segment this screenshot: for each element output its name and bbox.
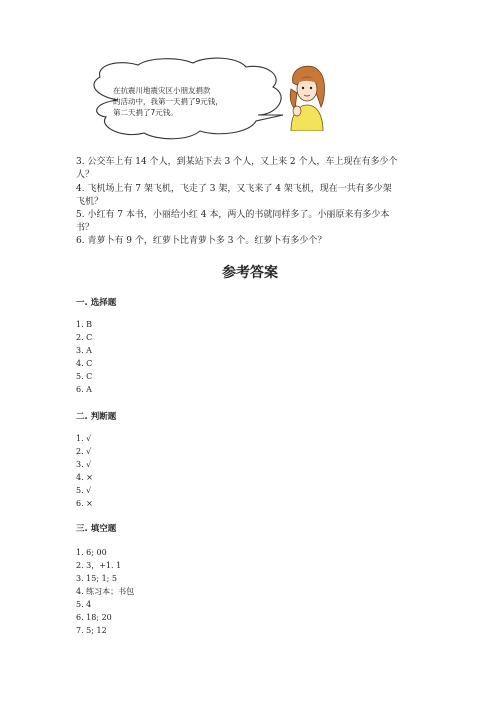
question-line: 3. 公交车上有 14 个人，到某站下去 3 个人，又上来 2 个人，车上现在有多少个 bbox=[76, 157, 398, 167]
question-4 bbox=[76, 183, 436, 209]
answer-item: 6. A bbox=[76, 385, 92, 394]
answer-list bbox=[76, 432, 93, 510]
answer-item: 6. 18; 20 bbox=[76, 613, 112, 622]
answer-item: 2. 3，+1. 1 bbox=[76, 561, 122, 570]
answer-list bbox=[76, 546, 134, 637]
bubble-line: 第二天捐了7元钱。 bbox=[113, 108, 178, 117]
answer-item: 6. × bbox=[76, 499, 93, 508]
answer-item: 5. 4 bbox=[76, 600, 92, 609]
section-heading: 二. 判断题 bbox=[76, 412, 117, 422]
question-line: 6. 青萝卜有 9 个，红萝卜比青萝卜多 3 个。红萝卜有多少个？ bbox=[76, 236, 327, 246]
question-line: 人？ bbox=[76, 170, 95, 180]
answer-title: 参考答案 bbox=[222, 265, 278, 281]
girl-icon bbox=[281, 59, 331, 131]
answer-list bbox=[76, 318, 92, 396]
bubble-line: 的活动中，我第一天捐了9元钱， bbox=[113, 97, 223, 106]
answer-item: 4. × bbox=[76, 473, 93, 482]
question-line: 书？ bbox=[76, 223, 95, 233]
question-line: 飞机？ bbox=[76, 197, 104, 207]
answer-item: 4. 练习本；书包 bbox=[76, 587, 135, 596]
answer-item: 5. C bbox=[76, 372, 93, 381]
question-6 bbox=[76, 235, 436, 248]
answer-item: 3. √ bbox=[76, 460, 92, 469]
question-5 bbox=[76, 209, 436, 235]
section-heading: 三. 填空题 bbox=[76, 524, 117, 534]
question-3 bbox=[76, 156, 436, 182]
question-line: 5. 小红有 7 本书，小丽给小红 4 本，两人的书就同样多了。小丽原来有多少本 bbox=[76, 210, 390, 220]
answer-item: 3. 15; 1; 5 bbox=[76, 574, 118, 583]
bubble-line: 在抗震川地震灾区小朋友捐款 bbox=[113, 86, 211, 95]
answer-item: 1. B bbox=[76, 320, 93, 329]
answer-item: 7. 5; 12 bbox=[76, 626, 107, 635]
answer-item: 5. √ bbox=[76, 486, 92, 495]
answer-item: 1. √ bbox=[76, 434, 92, 443]
question-line: 4. 飞机场上有 7 架飞机，飞走了 3 架，又飞来了 4 架飞机，现在一共有多少架 bbox=[76, 184, 392, 194]
answer-item: 4. C bbox=[76, 359, 93, 368]
section-heading: 一. 选择题 bbox=[76, 298, 117, 308]
answer-item: 2. C bbox=[76, 333, 93, 342]
answer-item: 1. 6; 00 bbox=[76, 548, 107, 557]
answer-item: 3. A bbox=[76, 346, 92, 355]
answer-item: 2. √ bbox=[76, 447, 92, 456]
speech-bubble-text bbox=[113, 85, 233, 118]
